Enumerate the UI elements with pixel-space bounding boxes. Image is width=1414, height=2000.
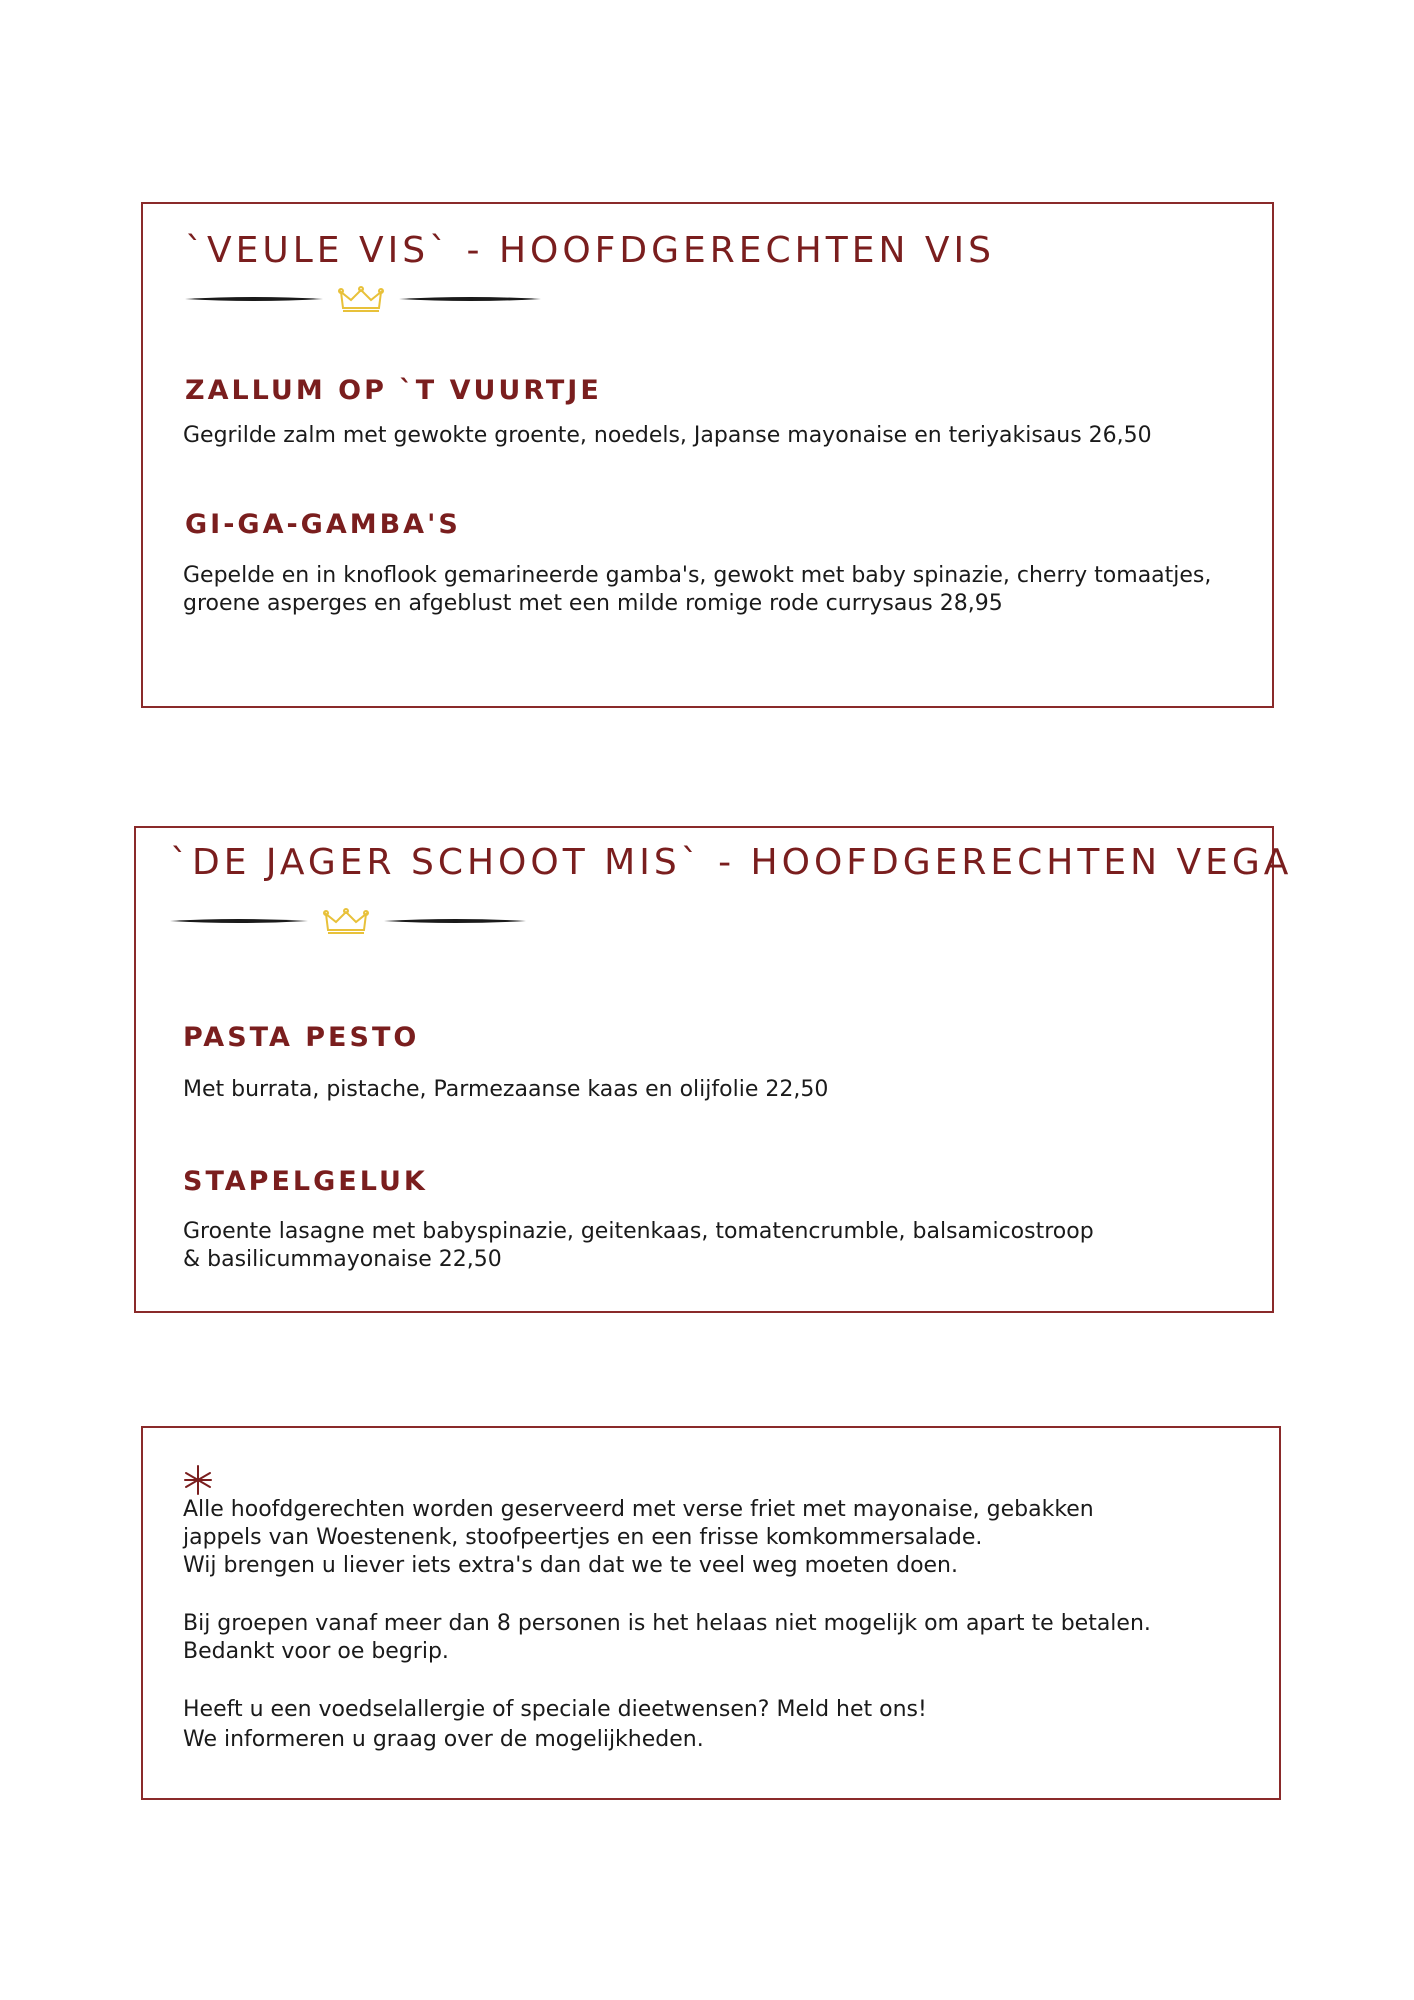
section-title-fish: `VEULE VIS` - HOOFDGERECHTEN VIS (185, 230, 995, 271)
dish-description: groene asperges en afgeblust met een milde romige rode currysaus 28,95 (183, 591, 1003, 616)
info-box (141, 1426, 1281, 1800)
crown-divider (168, 906, 528, 936)
info-text: Heeft u een voedselallergie of speciale dieetwensen? Meld het ons! (183, 1697, 927, 1722)
fish-section-box (141, 202, 1274, 708)
info-text: Bedankt voor oe begrip. (183, 1639, 449, 1664)
dish-description: Groente lasagne met babyspinazie, geitenkaas, tomatencrumble, balsamicostroop (183, 1219, 1094, 1244)
crown-divider (183, 284, 543, 314)
dish-description: Gegrilde zalm met gewokte groente, noedels, Japanse mayonaise en teriyakisaus 26,50 (183, 423, 1152, 448)
dish-description: Met burrata, pistache, Parmezaanse kaas en olijfolie 22,50 (183, 1077, 829, 1102)
vega-section-box (134, 826, 1293, 1313)
info-text: We informeren u graag over de mogelijkheden. (183, 1727, 704, 1752)
asterisk-icon (183, 1464, 213, 1496)
dish-name: PASTA PESTO (183, 1022, 420, 1053)
info-text: jappels van Woestenenk, stoofpeertjes en een frisse komkommersalade. (183, 1525, 983, 1550)
dish-name: ZALLUM OP `T VUURTJE (185, 375, 602, 406)
info-text: Wij brengen u liever iets extra's dan dat we te veel weg moeten doen. (183, 1553, 958, 1578)
dish-description: & basilicummayonaise 22,50 (183, 1247, 502, 1272)
info-text: Bij groepen vanaf meer dan 8 personen is het helaas niet mogelijk om apart te betalen. (183, 1611, 1151, 1636)
dish-name: GI-GA-GAMBA'S (185, 509, 461, 540)
crown-icon (183, 284, 543, 314)
section-title-vega: `DE JAGER SCHOOT MIS` - HOOFDGERECHTEN VEGA (170, 842, 1293, 883)
crown-icon (168, 906, 528, 936)
info-text: Alle hoofdgerechten worden geserveerd met verse friet met mayonaise, gebakken (183, 1497, 1094, 1522)
dish-name: STAPELGELUK (183, 1166, 428, 1197)
dish-description: Gepelde en in knoflook gemarineerde gamba's, gewokt met baby spinazie, cherry tomaatjes, (183, 563, 1212, 588)
